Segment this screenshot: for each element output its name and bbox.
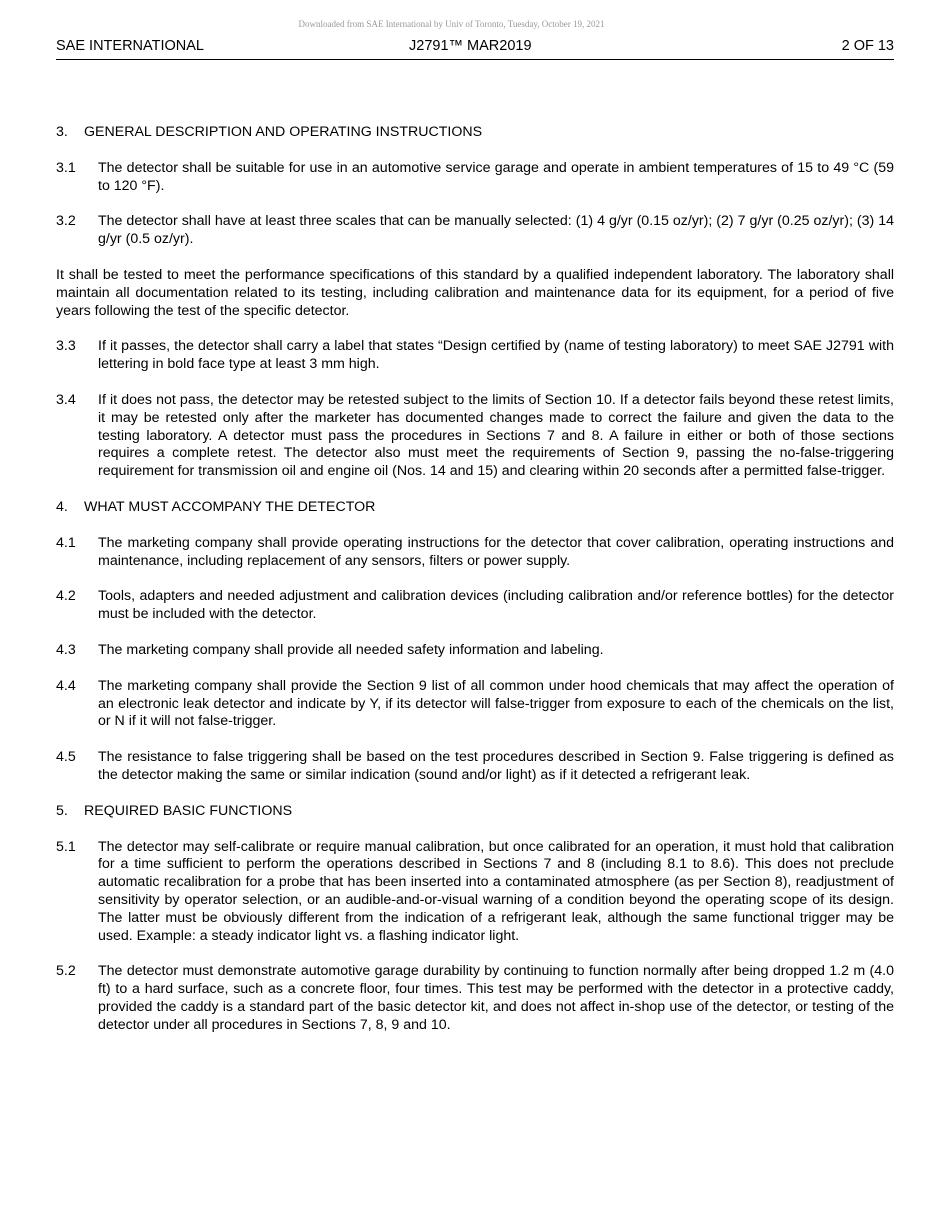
numbered-clause xyxy=(56,839,894,946)
numbered-clause xyxy=(56,588,894,624)
numbered-clause xyxy=(56,160,894,196)
header-document-id: J2791™ MAR2019 xyxy=(409,38,532,54)
clause-number: 4.5 xyxy=(56,749,76,766)
section-heading xyxy=(56,124,894,142)
clause-text: The detector shall be suitable for use in an automotive service garage and operate in ambient temperatures of 15 to 49 °C (59 to 120 °F). xyxy=(98,159,894,194)
clause-text: The detector may self-calibrate or require manual calibration, but once calibrated for an operation, it must hold that calibration for a time sufficient to perform the operations described in Sections 7 and 8 (including 8.1 to 8.6). This does not preclude automatic recalibration for a probe that has been inserted into a contaminated atmosphere (as per Section 8), readjustment of sensitivity by operator selection, or an audible-and-or-visual warning of a condition beyond the operating scope of its design. The latter must be obviously different from the indication of a refrigerant leak, although the same functional trigger may be used. Example: a steady indicator light vs. a flashing indicator light. xyxy=(98,838,894,944)
clause-text: If it passes, the detector shall carry a label that states “Design certified by (name of testing laboratory) to meet SAE J2791 with lettering in bold face type at least 3 mm high. xyxy=(98,338,894,373)
clause-number: 4.4 xyxy=(56,677,76,694)
clause-number: 5.2 xyxy=(56,963,76,980)
section-number: 4. xyxy=(56,498,68,515)
section-title: GENERAL DESCRIPTION AND OPERATING INSTRUCTIONS xyxy=(84,124,483,140)
numbered-clause xyxy=(56,535,894,571)
clause-text: The marketing company shall provide the Section 9 list of all common under hood chemicals that may affect the operation of an electronic leak detector and indicate by Y, if its detector will false-trigger from exposure to each of the chemicals on the list, or N if it will not false-trigger. xyxy=(98,677,894,730)
numbered-clause xyxy=(56,392,894,481)
header-organization: SAE INTERNATIONAL xyxy=(56,38,204,54)
numbered-clause xyxy=(56,963,894,1034)
clause-number: 3.4 xyxy=(56,391,76,408)
header-page-number: 2 OF 13 xyxy=(841,38,894,54)
clause-text: Tools, adapters and needed adjustment and calibration devices (including calibration and/or reference bottles) for the detector must be included with the detector. xyxy=(98,588,894,623)
numbered-clause xyxy=(56,338,894,374)
document-body xyxy=(56,124,894,1052)
clause-text: The marketing company shall provide all needed safety information and labeling. xyxy=(98,641,604,658)
section-heading xyxy=(56,499,894,517)
clause-number: 5.1 xyxy=(56,838,76,855)
section-heading xyxy=(56,803,894,821)
clause-text: The resistance to false triggering shall be based on the test procedures described in Section 9. False triggering is defined as the detector making the same or similar indication (sound and/or light) as if it detected a refrigerant leak. xyxy=(98,749,894,783)
section-title: REQUIRED BASIC FUNCTIONS xyxy=(84,802,293,819)
numbered-clause xyxy=(56,213,894,249)
clause-text: If it does not pass, the detector may be retested subject to the limits of Section 10. If a detector fails beyond these retest limits, it may be retested only after the marketer has documented changes made to correct the failure and given the data to the testing laboratory. A detector must pass the procedures in Sections 7 and 8. A failure in either or both of those sections requires a complete retest. The detector also must meet the requirements of Section 9, passing the no-false-triggering requirement for transmission oil and engine oil (Nos. 14 and 15) and clearing within 20 seconds after a permitted false-trigger. xyxy=(98,391,894,480)
download-watermark: Downloaded from SAE International by Univ of Toronto, Tuesday, October 19, 2021 xyxy=(298,19,605,29)
paragraph: It shall be tested to meet the performance specifications of this standard by a qualified independent laboratory. The laboratory shall maintain all documentation related to its testing, including calibration and maintenance data for its equipment, for a period of five years following the test of the specific detector. xyxy=(56,266,894,319)
numbered-clause xyxy=(56,749,894,785)
clause-text: The marketing company shall provide operating instructions for the detector that cover calibration, operating instructions and maintenance, including replacement of any sensors, filters or power supply. xyxy=(98,534,894,569)
clause-text: The detector shall have at least three scales that can be manually selected: (1) 4 g/yr (0.15 oz/yr); (2) 7 g/yr (0.25 oz/yr); (3) 14 g/yr (0.5 oz/yr). xyxy=(98,213,894,248)
section-number: 5. xyxy=(56,802,68,819)
clause-number: 3.2 xyxy=(56,213,76,230)
clause-number: 3.1 xyxy=(56,159,76,176)
clause-text: The detector must demonstrate automotive garage durability by continuing to function normally after being dropped 1.2 m (4.0 ft) to a hard surface, such as a concrete floor, four times. This test may be performed with the detector in a protective caddy, provided the caddy is a standard part of the basic detector kit, and does not affect in-shop use of the detector, or testing of the detector under all procedures in Sections 7, 8, 9 and 10. xyxy=(98,963,894,1033)
page-header xyxy=(56,38,894,60)
section-number: 3. xyxy=(56,124,68,140)
clause-number: 3.3 xyxy=(56,338,76,355)
clause-number: 4.1 xyxy=(56,534,76,551)
section-title: WHAT MUST ACCOMPANY THE DETECTOR xyxy=(84,498,376,515)
numbered-clause xyxy=(56,678,894,731)
clause-number: 4.2 xyxy=(56,588,76,605)
numbered-clause xyxy=(56,642,894,660)
clause-number: 4.3 xyxy=(56,641,76,658)
